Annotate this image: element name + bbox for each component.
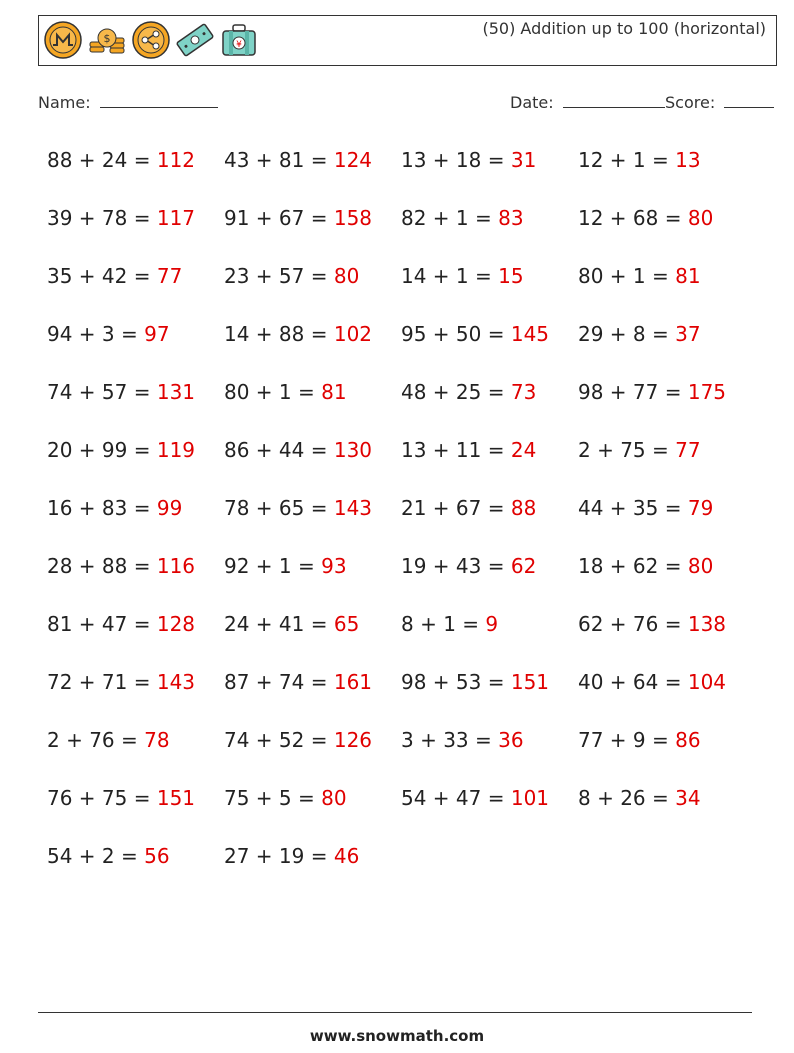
name-field[interactable] — [38, 93, 218, 112]
problem-question: 14 + 1 = — [401, 264, 499, 288]
problem-answer: 24 — [510, 438, 537, 462]
problem-question: 80 + 1 = — [578, 264, 676, 288]
problem-answer: 15 — [498, 264, 524, 288]
problem-question: 8 + 26 = — [578, 786, 676, 810]
problem-question: 77 + 9 = — [578, 728, 676, 752]
problem-question: 27 + 19 = — [224, 844, 334, 868]
name-blank[interactable] — [100, 93, 218, 108]
problem-question: 81 + 47 = — [47, 612, 157, 636]
problem-item — [578, 200, 713, 236]
monero-coin-icon — [43, 20, 83, 60]
problem-answer: 102 — [333, 322, 373, 346]
problem-item — [224, 838, 359, 874]
problem-item — [578, 142, 701, 178]
problem-question: 12 + 68 = — [578, 206, 688, 230]
problem-item — [47, 780, 195, 816]
problem-question: 28 + 88 = — [47, 554, 157, 578]
problem-question: 82 + 1 = — [401, 206, 499, 230]
problem-question: 72 + 71 = — [47, 670, 157, 694]
problem-question: 74 + 52 = — [224, 728, 334, 752]
problem-item — [224, 722, 372, 758]
problem-item — [47, 606, 195, 642]
problem-item — [401, 200, 524, 236]
problem-question: 35 + 42 = — [47, 264, 157, 288]
problem-question: 21 + 67 = — [401, 496, 511, 520]
problem-item — [47, 316, 170, 352]
problem-item — [578, 316, 701, 352]
score-blank[interactable] — [724, 93, 774, 108]
problem-answer: 112 — [156, 148, 196, 172]
problem-answer: 46 — [333, 844, 360, 868]
problem-answer: 116 — [156, 554, 196, 578]
problem-answer: 93 — [321, 554, 347, 578]
problem-item — [47, 548, 195, 584]
problem-item — [578, 258, 701, 294]
problem-question: 76 + 75 = — [47, 786, 157, 810]
footer-divider — [38, 1012, 752, 1013]
problem-item — [401, 374, 536, 410]
problem-item — [224, 200, 372, 236]
problem-item — [47, 722, 170, 758]
date-field[interactable] — [510, 93, 665, 112]
problem-answer: 161 — [333, 670, 373, 694]
problem-answer: 79 — [687, 496, 714, 520]
problem-answer: 158 — [333, 206, 373, 230]
problem-item — [224, 664, 372, 700]
problem-item — [401, 606, 498, 642]
problem-answer: 143 — [333, 496, 373, 520]
date-blank[interactable] — [563, 93, 665, 108]
problem-question: 13 + 18 = — [401, 148, 511, 172]
footer-url: www.snowmath.com — [309, 1027, 485, 1045]
problem-item — [47, 490, 182, 526]
problem-answer: 36 — [498, 728, 524, 752]
problem-question: 98 + 53 = — [401, 670, 511, 694]
problem-question: 78 + 65 = — [224, 496, 334, 520]
problem-question: 94 + 3 = — [47, 322, 145, 346]
problem-answer: 83 — [498, 206, 524, 230]
header-icons — [43, 20, 259, 60]
problem-answer: 34 — [675, 786, 701, 810]
problem-question: 2 + 75 = — [578, 438, 676, 462]
problem-answer: 117 — [156, 206, 196, 230]
problem-question: 98 + 77 = — [578, 380, 688, 404]
problem-item — [47, 200, 195, 236]
name-label: Name: — [38, 93, 91, 112]
problem-question: 95 + 50 = — [401, 322, 511, 346]
problem-item — [401, 490, 536, 526]
problem-answer: 130 — [333, 438, 373, 462]
problem-question: 29 + 8 = — [578, 322, 676, 346]
banknote-icon — [175, 20, 215, 60]
problem-question: 48 + 25 = — [401, 380, 511, 404]
problem-answer: 80 — [321, 786, 347, 810]
problem-item — [224, 432, 372, 468]
worksheet-title: (50) Addition up to 100 (horizontal) — [482, 19, 766, 38]
problem-question: 44 + 35 = — [578, 496, 688, 520]
problem-question: 54 + 47 = — [401, 786, 511, 810]
problem-question: 2 + 76 = — [47, 728, 145, 752]
problem-question: 88 + 24 = — [47, 148, 157, 172]
problem-answer: 77 — [156, 264, 183, 288]
problem-item — [224, 316, 372, 352]
svg-text:$: $ — [103, 32, 111, 45]
problem-answer: 126 — [333, 728, 373, 752]
problem-answer: 143 — [156, 670, 196, 694]
coin-stack-icon — [87, 20, 127, 60]
problem-answer: 86 — [675, 728, 701, 752]
problem-answer: 9 — [485, 612, 499, 636]
problem-question: 20 + 99 = — [47, 438, 157, 462]
problem-answer: 101 — [510, 786, 550, 810]
problem-answer: 119 — [156, 438, 196, 462]
problem-question: 16 + 83 = — [47, 496, 157, 520]
problem-question: 43 + 81 = — [224, 148, 334, 172]
problem-item — [47, 432, 195, 468]
problem-answer: 77 — [675, 438, 701, 462]
problem-question: 19 + 43 = — [401, 554, 511, 578]
problem-question: 3 + 33 = — [401, 728, 499, 752]
problem-answer: 145 — [510, 322, 550, 346]
problem-item — [401, 258, 524, 294]
yen-briefcase-icon — [219, 20, 259, 60]
problem-item — [578, 374, 726, 410]
problem-item — [401, 780, 549, 816]
problem-question: 75 + 5 = — [224, 786, 322, 810]
problem-item — [47, 838, 170, 874]
problem-answer: 175 — [687, 380, 727, 404]
problem-item — [401, 142, 536, 178]
score-field[interactable] — [665, 93, 774, 112]
problem-item — [401, 432, 536, 468]
problem-question: 13 + 11 = — [401, 438, 511, 462]
problem-item — [578, 490, 713, 526]
worksheet-header — [38, 15, 777, 66]
problem-question: 39 + 78 = — [47, 206, 157, 230]
problem-answer: 151 — [510, 670, 550, 694]
problem-item — [224, 548, 347, 584]
problem-item — [578, 548, 713, 584]
problem-answer: 128 — [156, 612, 196, 636]
problem-answer: 62 — [510, 554, 537, 578]
problem-answer: 80 — [687, 554, 714, 578]
problem-question: 80 + 1 = — [224, 380, 322, 404]
problem-item — [224, 490, 372, 526]
problem-question: 54 + 2 = — [47, 844, 145, 868]
problem-item — [47, 664, 195, 700]
problem-item — [47, 374, 195, 410]
problem-item — [224, 258, 359, 294]
problem-question: 18 + 62 = — [578, 554, 688, 578]
problem-answer: 13 — [675, 148, 701, 172]
problem-answer: 81 — [675, 264, 701, 288]
problem-item — [401, 722, 524, 758]
problem-question: 62 + 76 = — [578, 612, 688, 636]
problem-answer: 97 — [144, 322, 170, 346]
problem-answer: 104 — [687, 670, 727, 694]
problem-question: 87 + 74 = — [224, 670, 334, 694]
problem-answer: 131 — [156, 380, 196, 404]
problem-answer: 78 — [144, 728, 170, 752]
problem-question: 24 + 41 = — [224, 612, 334, 636]
problem-answer: 73 — [510, 380, 537, 404]
problem-question: 23 + 57 = — [224, 264, 334, 288]
problem-answer: 65 — [333, 612, 360, 636]
problem-answer: 124 — [333, 148, 373, 172]
problem-question: 86 + 44 = — [224, 438, 334, 462]
share-coin-icon — [131, 20, 171, 60]
problem-answer: 81 — [321, 380, 347, 404]
problem-item — [47, 258, 182, 294]
problem-question: 8 + 1 = — [401, 612, 486, 636]
problem-answer: 31 — [510, 148, 537, 172]
problem-item — [224, 780, 347, 816]
date-label: Date: — [510, 93, 554, 112]
problem-answer: 37 — [675, 322, 701, 346]
problem-item — [224, 374, 347, 410]
problem-item — [401, 548, 536, 584]
problem-item — [224, 142, 372, 178]
problem-item — [578, 432, 701, 468]
problem-item — [578, 664, 726, 700]
problem-answer: 88 — [510, 496, 537, 520]
problem-item — [401, 316, 549, 352]
problem-item — [224, 606, 359, 642]
problem-question: 92 + 1 = — [224, 554, 322, 578]
problem-question: 12 + 1 = — [578, 148, 676, 172]
problem-answer: 80 — [333, 264, 360, 288]
problem-question: 14 + 88 = — [224, 322, 334, 346]
problem-answer: 80 — [687, 206, 714, 230]
problem-question: 74 + 57 = — [47, 380, 157, 404]
problem-answer: 56 — [144, 844, 170, 868]
problem-question: 40 + 64 = — [578, 670, 688, 694]
problem-item — [578, 606, 726, 642]
problem-answer: 138 — [687, 612, 727, 636]
problem-item — [578, 722, 701, 758]
svg-text:¥: ¥ — [236, 40, 242, 50]
problem-item — [401, 664, 549, 700]
problem-answer: 151 — [156, 786, 196, 810]
score-label: Score: — [665, 93, 716, 112]
problem-answer: 99 — [156, 496, 183, 520]
problem-item — [47, 142, 195, 178]
problem-question: 91 + 67 = — [224, 206, 334, 230]
problem-item — [578, 780, 701, 816]
